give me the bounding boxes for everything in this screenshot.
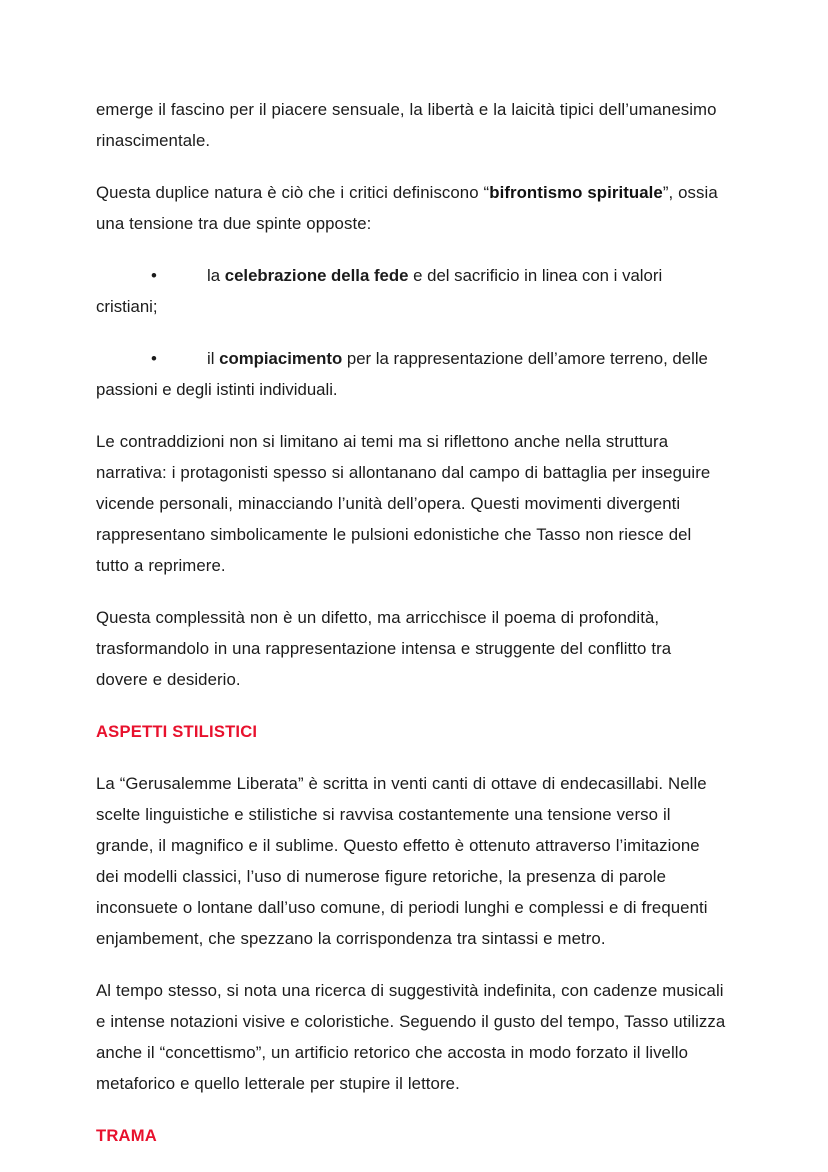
paragraph-le-contraddizioni: Le contraddizioni non si limitano ai temi ma si riflettono anche nella struttura narrativa: i protagonisti spesso si allontanano dal campo di battaglia per inseguire vicende personali, minacciando l’unità dell’opera. Questi movimenti divergenti rappresentano simbolicamente le pulsioni edonistiche che Tasso non riesce del tutto a reprimere.	[96, 432, 711, 575]
list-item	[96, 260, 726, 322]
document-text-column	[96, 94, 726, 1172]
bold-run-celebrazione-della-fede: celebrazione della fede	[224, 266, 409, 285]
paragraph-bifrontismo-spirituale	[96, 177, 726, 239]
list-item-tail-text: e del sacrificio in linea con i valori cristiani;	[96, 266, 663, 316]
bold-run-bifrontismo-spirituale: bifrontismo spirituale	[489, 183, 663, 202]
paragraph-lead-text: Questa duplice natura è ciò che i critici definiscono “	[96, 183, 490, 202]
list-item-tail-text: per la rappresentazione dell’amore terreno, delle passioni e degli istinti individuali.	[96, 349, 708, 399]
section-heading-aspetti-stilistici: ASPETTI STILISTICI	[96, 722, 258, 741]
paragraph-tail-text: ”, ossia una tensione tra due spinte opposte:	[96, 183, 718, 233]
list-item-lead-text: il	[207, 349, 220, 368]
list-item	[96, 343, 726, 405]
paragraph-emerge-il-fascino: emerge il fascino per il piacere sensuale, la libertà e la laicità tipici dell’umanesimo rinascimentale.	[96, 100, 717, 150]
section-heading-trama: TRAMA	[96, 1126, 157, 1145]
paragraph-al-tempo-stesso: Al tempo stesso, si nota una ricerca di suggestività indefinita, con cadenze musicali e intense notazioni visive e coloristiche. Seguendo il gusto del tempo, Tasso utilizza anche il “concettismo”, un artificio retorico che accosta in modo forzato il livello metaforico e quello letterale per stupire il lettore.	[96, 981, 726, 1093]
paragraph-questa-complessita: Questa complessità non è un difetto, ma arricchisce il poema di profondità, trasformandolo in una rappresentazione intensa e struggente del conflitto tra dovere e desiderio.	[96, 608, 672, 689]
bullet-icon: •	[151, 266, 157, 285]
list-item-lead-text: la	[207, 266, 225, 285]
bullet-icon: •	[151, 349, 157, 368]
paragraph-gerusalemme-liberata: La “Gerusalemme Liberata” è scritta in venti canti di ottave di endecasillabi. Nelle scelte linguistiche e stilistiche si ravvisa costantemente una tensione verso il grande, il magnifico e il sublime. Questo effetto è ottenuto attraverso l’imitazione dei modelli classici, l’uso di numerose figure retoriche, la presenza di parole inconsuete o lontane dall’uso comune, di periodi lunghi e complessi e di frequenti enjambement, che spezzano la corrispondenza tra sintassi e metro.	[96, 774, 708, 948]
bold-run-compiacimento: compiacimento	[219, 349, 343, 368]
